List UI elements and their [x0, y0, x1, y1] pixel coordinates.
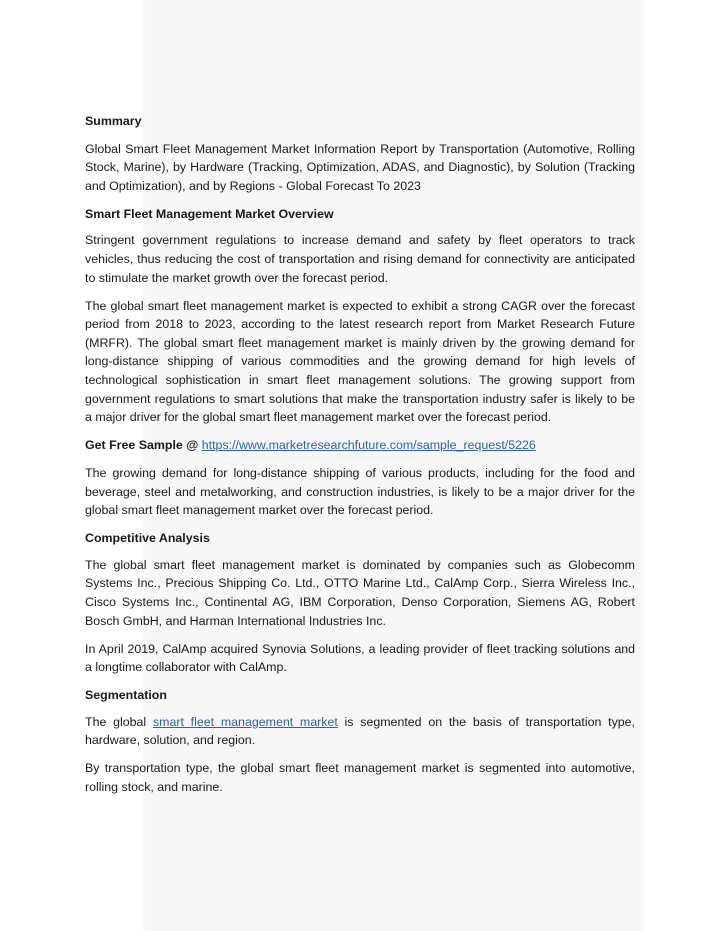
competitive-analysis-heading: Competitive Analysis — [85, 531, 210, 546]
segmentation-heading: Segmentation — [85, 688, 167, 703]
smart-fleet-market-link[interactable]: smart fleet management market — [152, 714, 338, 729]
summary-paragraph: Global Smart Fleet Management Market Information Report by Transportation (Automotive, Rolling Stock, Marine), by Hardware (Tracking, Optimization, ADAS, and Diagnostic), by Solution (Tracking and Optimization), and by Regions - Global Forecast To 2023 — [85, 141, 635, 193]
segmentation-paragraph-1 — [85, 713, 635, 750]
competitive-paragraph-1: The global smart fleet management market is dominated by companies such as Globecomm Systems Inc., Precious Shipping Co. Ltd., OTTO Marine Ltd., CalAmp Corp., Sierra Wireless Inc., Cisco Systems Inc., Continental AG, IBM Corporation, Denso Corporation, Siemens AG, Robert Bosch GmbH, and Harman International Industries Inc. — [85, 557, 635, 628]
segmentation-text-before: The global — [85, 714, 153, 729]
sample-label: Get Free Sample @ — [85, 438, 199, 453]
summary-heading: Summary — [85, 114, 142, 128]
overview-paragraph-1: Stringent government regulations to increase demand and safety by fleet operators to track vehicles, thus reducing the cost of transportation and rising demand for connectivity are anticipated to stimulate the market growth over the forecast period. — [85, 233, 635, 285]
overview-paragraph-3: The growing demand for long-distance shipping of various products, including for the food and beverage, steel and metalworking, and construction industries, is likely to be a major driver for the global smart fleet management market over the forecast period. — [85, 466, 635, 518]
sample-request-link[interactable]: https://www.marketresearchfuture.com/sample_request/5226 — [201, 438, 536, 453]
document-body — [85, 112, 635, 806]
overview-paragraph-2: The global smart fleet management market is expected to exhibit a strong CAGR over the forecast period from 2018 to 2023, according to the latest research report from Market Research Future (MRFR). The global smart fleet management market is mainly driven by the growing demand for long-distance shipping of various commodities and the growing demand for high levels of technological sophistication in smart fleet management solutions. The growing support from government regulations to smart solutions that make the transportation industry safer is likely to be a major driver for the global smart fleet management market over the forecast period. — [85, 298, 635, 425]
segmentation-paragraph-2: By transportation type, the global smart fleet management market is segmented into automotive, rolling stock, and marine. — [85, 761, 635, 794]
segmentation-text-after: is segmented on the basis of transportation type, hardware, solution, and region. — [85, 714, 635, 748]
overview-heading: Smart Fleet Management Market Overview — [85, 206, 334, 221]
sample-line — [85, 436, 635, 455]
competitive-paragraph-2: In April 2019, CalAmp acquired Synovia Solutions, a leading provider of fleet tracking solutions and a longtime collaborator with CalAmp. — [85, 641, 635, 675]
